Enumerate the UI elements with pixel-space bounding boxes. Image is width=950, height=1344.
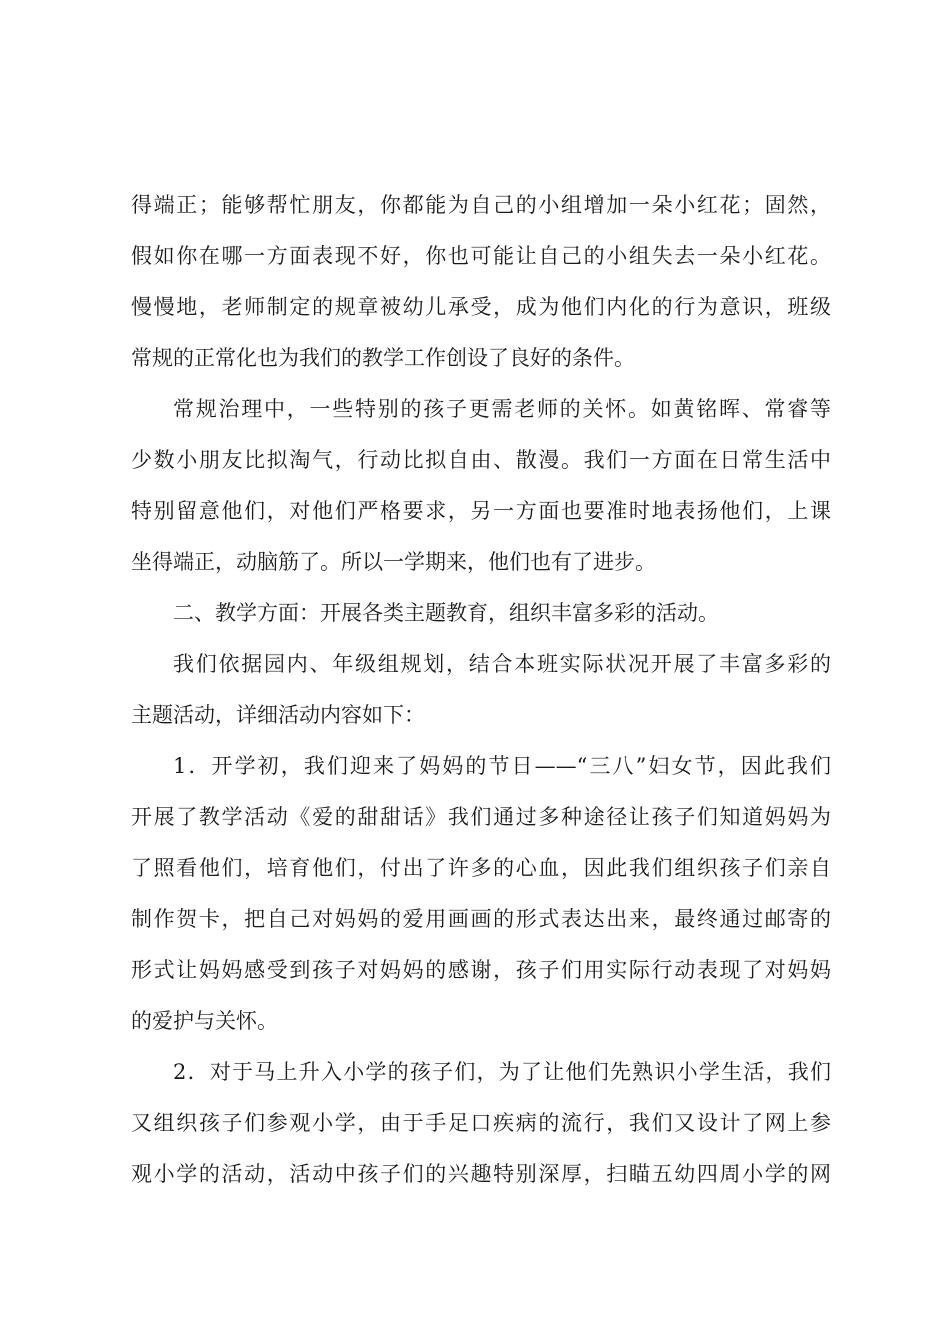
- text-line: 坐得端正，动脑筋了。所以一学期来，他们也有了进步。: [131, 550, 656, 574]
- text-line: 常规治理中，一些特别的孩子更需老师的关怀。如黄铭晖、常睿等: [173, 397, 831, 421]
- text-line: 我们依据园内、年级组规划，结合本班实际状况开展了丰富多彩的: [173, 652, 831, 676]
- text-line: 制作贺卡，把自己对妈妈的爱用画画的形式表达出来，最终通过邮寄的: [131, 907, 831, 931]
- text-line: 2．对于马上升入小学的孩子们，为了让他们先熟识小学生活，我们: [173, 1060, 831, 1084]
- text-line: 慢慢地，老师制定的规章被幼儿承受，成为他们内化的行为意识，班级: [131, 295, 831, 319]
- text-line: 1．开学初，我们迎来了妈妈的节日——“三八”妇女节，因此我们: [173, 754, 831, 778]
- text-line: 主题活动，详细活动内容如下：: [131, 703, 425, 727]
- text-line: 了照看他们，培育他们，付出了许多的心血，因此我们组织孩子们亲自: [131, 856, 831, 880]
- text-line: 的爱护与关怀。: [131, 1009, 278, 1033]
- text-line: 少数小朋友比拟淘气，行动比拟自由、散漫。我们一方面在日常生活中: [131, 448, 831, 472]
- section-heading: 二、教学方面：开展各类主题教育，组织丰富多彩的活动。: [173, 601, 719, 625]
- text-line: 又组织孩子们参观小学，由于手足口疾病的流行，我们又设计了网上参: [131, 1111, 831, 1135]
- text-line: 假如你在哪一方面表现不好，你也可能让自己的小组失去一朵小红花。: [131, 244, 831, 268]
- text-line: 常规的正常化也为我们的教学工作创设了良好的条件。: [131, 346, 635, 370]
- text-line: 得端正；能够帮忙朋友，你都能为自己的小组增加一朵小红花；固然，: [131, 193, 831, 217]
- text-line: 形式让妈妈感受到孩子对妈妈的感谢，孩子们用实际行动表现了对妈妈: [131, 958, 831, 982]
- text-line: 观小学的活动，活动中孩子们的兴趣特别深厚，扫瞄五幼四周小学的网: [131, 1162, 831, 1186]
- text-line: 特别留意他们，对他们严格要求，另一方面也要准时地表扬他们，上课: [131, 499, 831, 523]
- text-line: 开展了教学活动《爱的甜甜话》我们通过多种途径让孩子们知道妈妈为: [131, 805, 831, 829]
